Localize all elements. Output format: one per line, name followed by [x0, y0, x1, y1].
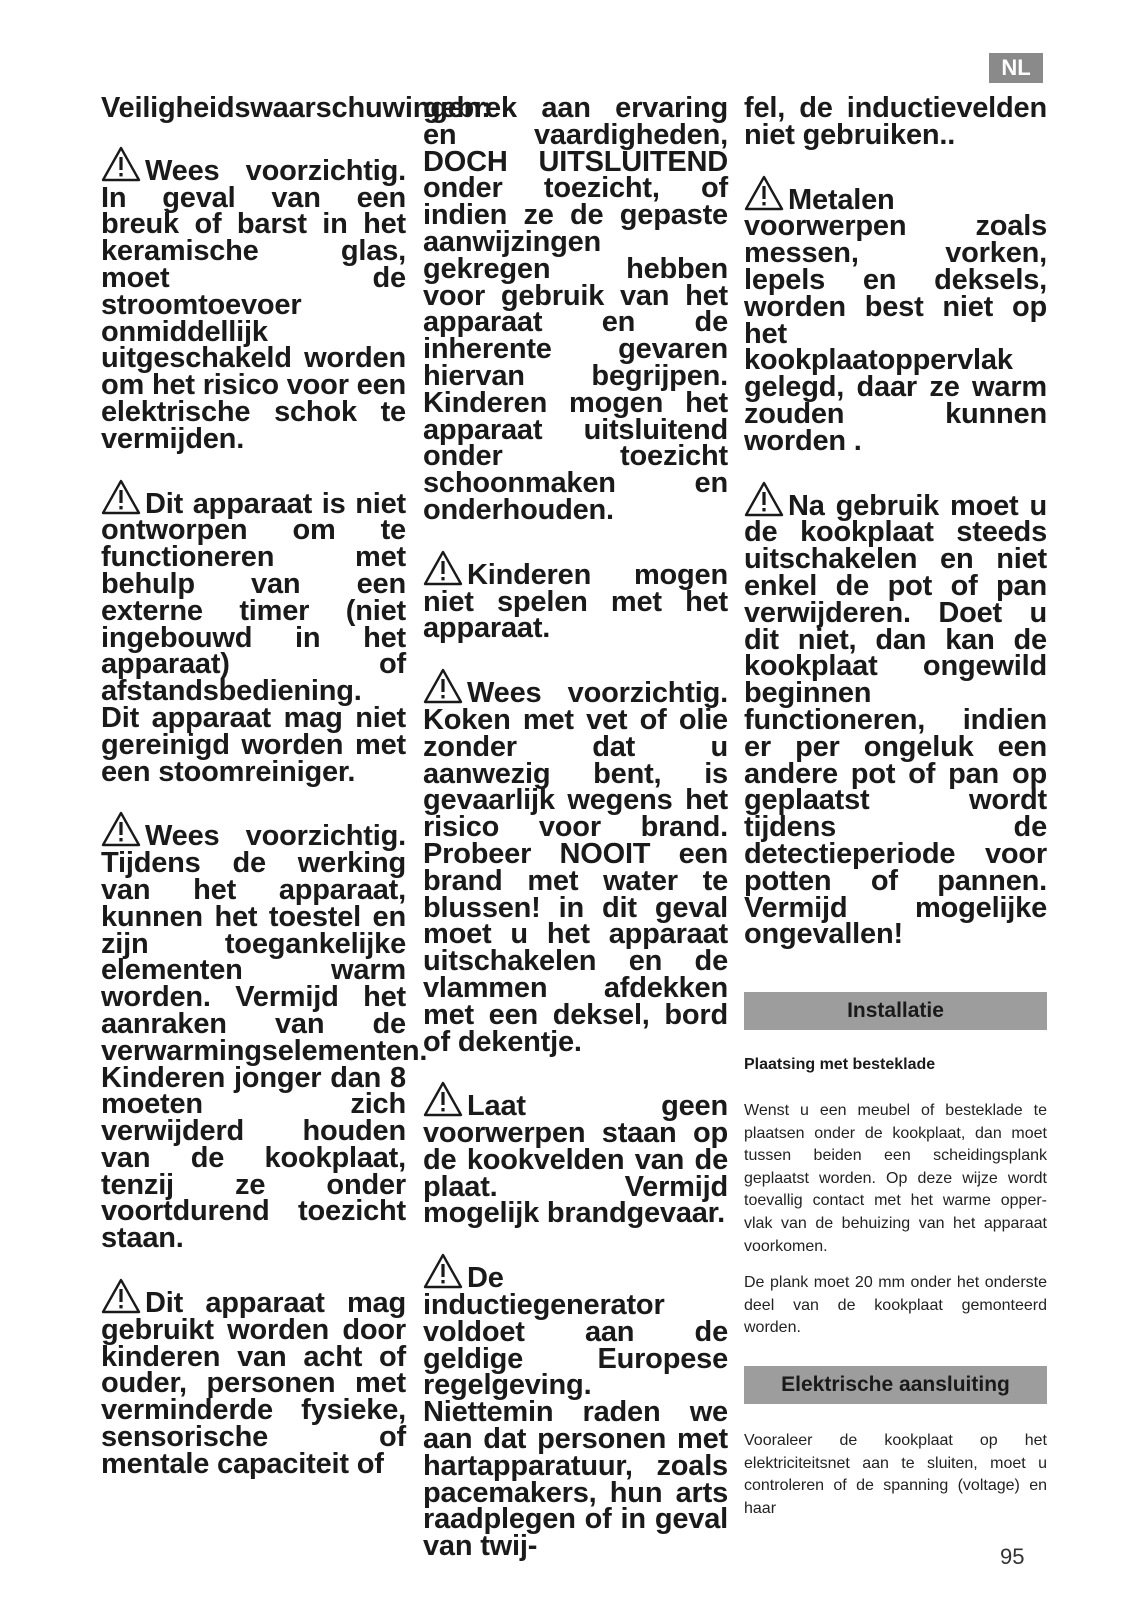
body-text: De plank moet 20 mm onder het onderste deel van de kookplaat gemonteerd worden. — [744, 1274, 1047, 1337]
warning-triangle-icon — [423, 550, 463, 586]
column-3 — [744, 92, 1047, 1534]
warning-triangle-icon — [101, 146, 141, 182]
warning-triangle-icon — [744, 175, 784, 211]
warning-triangle-icon — [423, 668, 463, 704]
warning-triangle-icon — [423, 1253, 463, 1289]
warning-paragraph: Dit apparaat is niet ontworpen om te functioneren met behulp van een externe timer (niet ingebouwd in het apparaat) of afstandsbediening. Dit apparaat mag niet gereinigd worden met een stoomreiniger. — [101, 479, 406, 786]
warning-paragraph: Dit apparaat mag gebruikt worden door kinderen van acht of ouder, personen met verminderde fysieke, sensorische of mentale capaciteit of — [101, 1278, 406, 1478]
warning-paragraph: Wees voorzichtig. Koken met vet of olie zonder dat u aanwezig bent, is gevaarlijk wegens het risico voor brand. Probeer NOOIT een brand met water te blussen! in dit geval moet u het apparaat uitschakelen en de vlammen afdekken met een deksel, bord of dekentje. — [423, 668, 728, 1055]
section-bar-installatie: Installatie — [744, 992, 1047, 1030]
column-2 — [423, 92, 728, 1586]
body-text: Wenst u een meubel of besteklade te plaatsen onder de kookplaat, dan moet tussen beiden een scheidingsplank geplaatst worden. Op deze wijze wordt toevallig contact met het warme opper- vlak van de behuizing van het apparaat voorkomen. — [744, 1102, 1047, 1255]
warning-paragraph: Laat geen voorwerpen staan op de kookvelden van de plaat. Vermijd mogelijk brandgevaar. — [423, 1081, 728, 1227]
section-heading: Veiligheidswaarschuwingen: — [101, 92, 491, 124]
column-1 — [101, 92, 491, 1504]
page-number: 95 — [1000, 1544, 1025, 1569]
warning-paragraph: Na gebruik moet u de kookplaat steeds uitschakelen en niet enkel de pot of pan verwijderen. Doet u dit niet, dan kan de kookplaat ongewild beginnen functioneren, indien er per ongeluk een andere pot of pan op geplaatst wordt tijdens de detectieperiode voor potten of pannen. Vermijd mogelijke ongevallen! — [744, 481, 1047, 949]
warning-triangle-icon — [101, 811, 141, 847]
warning-triangle-icon — [101, 1278, 141, 1314]
warning-triangle-icon — [423, 1081, 463, 1117]
warning-triangle-icon — [744, 481, 784, 517]
warning-paragraph: Wees voorzichtig. In geval van een breuk of barst in het keramische glas, moet de stroomtoevoer onmiddellijk uitgeschakeld worden om het risico voor een elektrische schok te vermijden. — [101, 146, 406, 453]
subheading: Plaatsing met besteklade — [744, 1056, 936, 1074]
warning-paragraph: Kinderen mogen niet spelen met het apparaat. — [423, 550, 728, 642]
warning-paragraph: De inductiegenerator voldoet aan de geldige Europese regelgeving. Niettemin raden we aan dat personen met hartapparatuur, zoals pacemakers, hun arts raadplegen of in geval van twij- — [423, 1253, 728, 1560]
paragraph: gebrek aan ervaring en vaardigheden, DOCH UITSLUITEND onder toezicht, of indien ze de gepaste aanwijzingen gekregen hebben voor gebruik van het apparaat en de inherente gevaren hiervan begrijpen. Kinderen mogen het apparaat uitsluitend onder toezicht schoonmaken en onderhouden. — [423, 92, 728, 526]
body-text: Vooraleer de kookplaat op het elektriciteitsnet aan te sluiten, moet u controleren of de spanning (voltage) en haar — [744, 1432, 1047, 1517]
warning-triangle-icon — [101, 479, 141, 515]
section-bar-elektrische-aansluiting: Elektrische aansluiting — [744, 1366, 1047, 1404]
paragraph: fel, de inductievelden niet gebruiken.. — [744, 92, 1047, 151]
language-badge: NL — [989, 53, 1043, 83]
warning-paragraph: Wees voorzichtig. Tijdens de werking van het apparaat, kunnen het toestel en zijn toegankelijke elementen warm worden. Vermijd het aanraken van de verwarmingselementen. Kinderen jonger dan 8 moeten zich verwijderd houden van de kookplaat, tenzij ze onder voortdurend toezicht staan. — [101, 811, 406, 1252]
warning-paragraph: Metalen voorwerpen zoals messen, vorken, lepels en deksels, worden best niet op het kookplaatoppervlak gelegd, daar ze warm zouden kunnen worden . — [744, 175, 1047, 455]
